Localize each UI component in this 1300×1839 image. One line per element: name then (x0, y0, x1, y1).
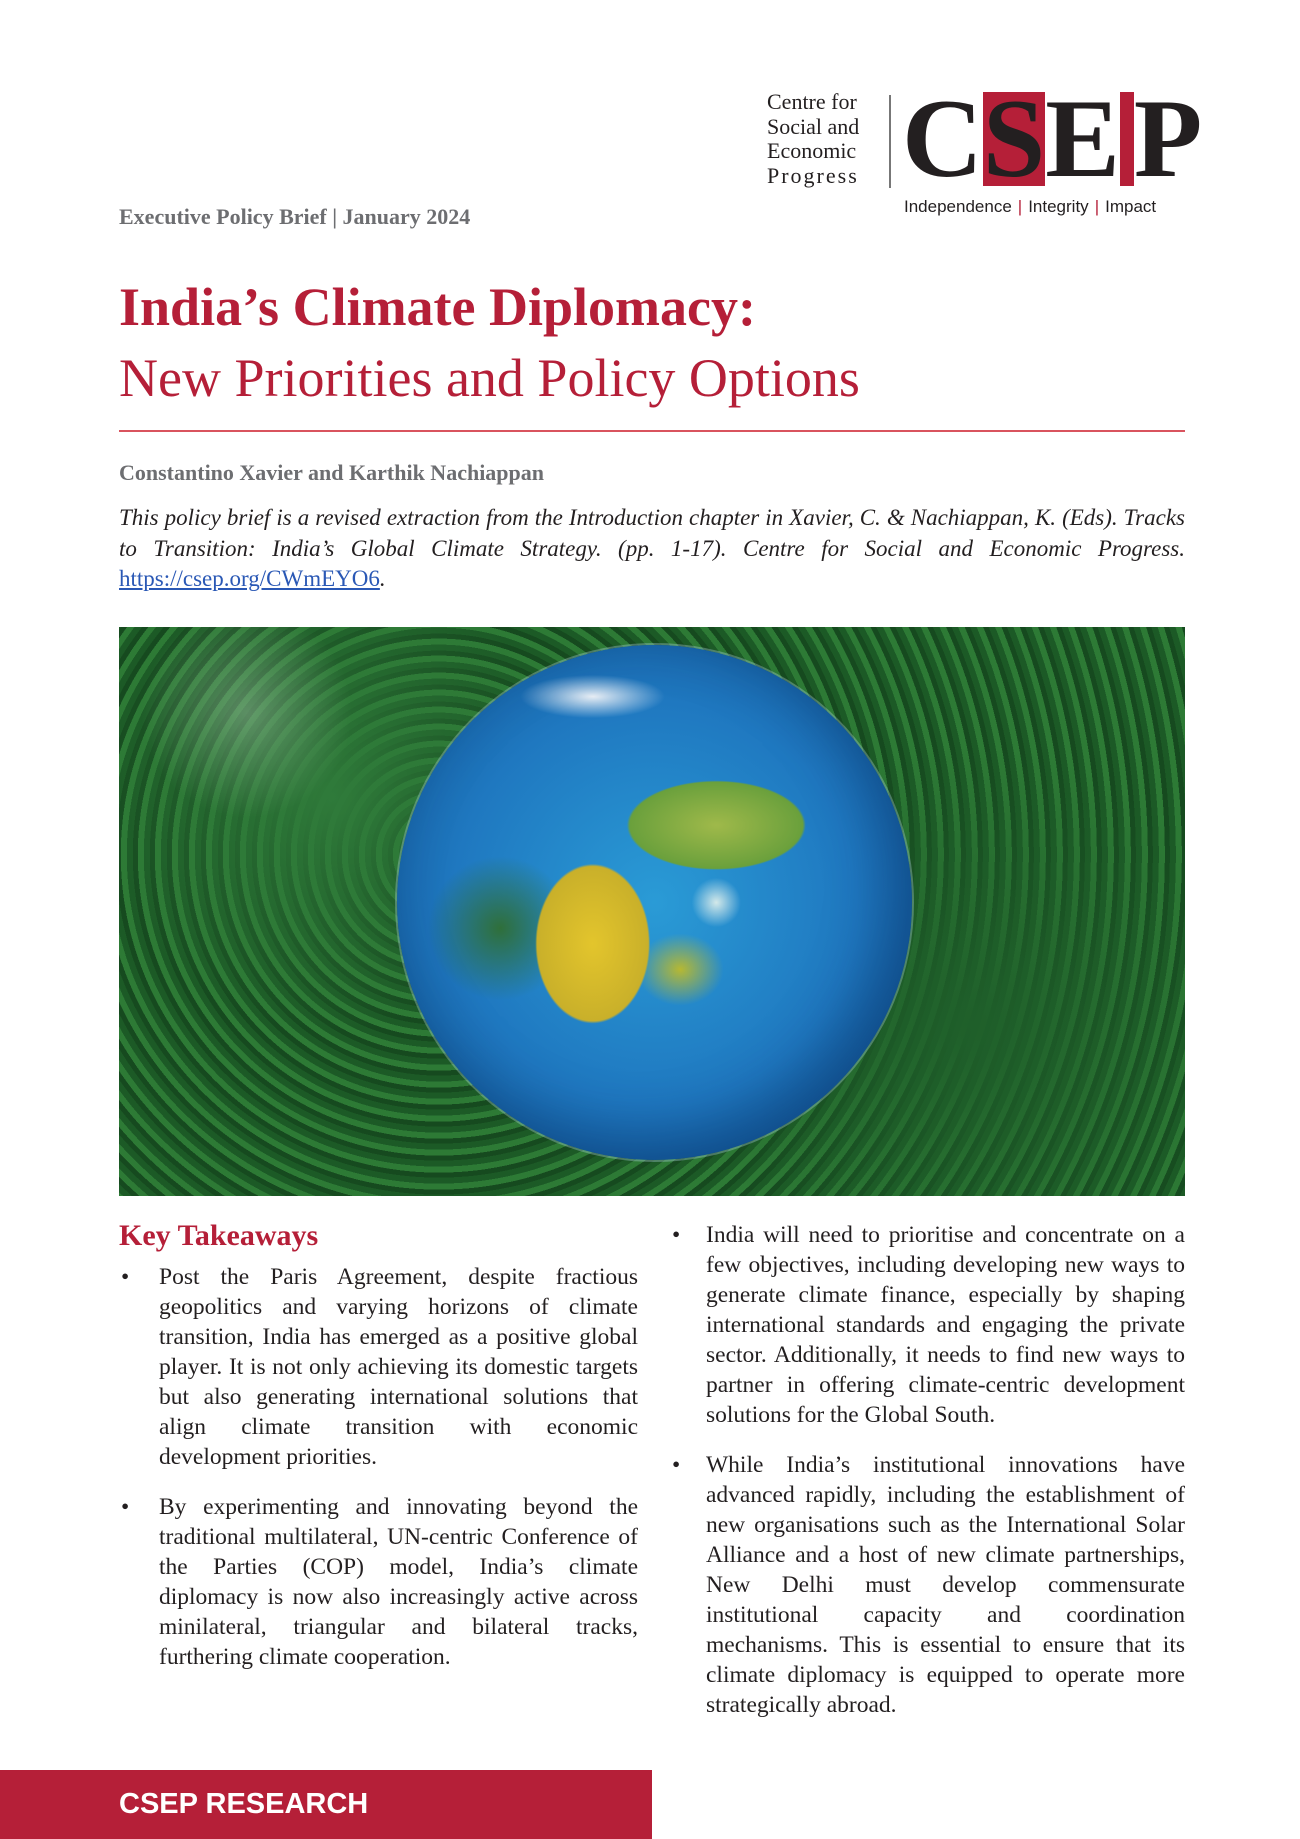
takeaways-right-column (670, 1220, 1185, 1740)
list-item (119, 1262, 638, 1472)
globe-illustration (397, 645, 912, 1160)
takeaways-left-column (119, 1262, 638, 1692)
title-divider (119, 430, 1185, 432)
list-item (670, 1450, 1185, 1720)
logo-line: Centre for (767, 89, 857, 114)
takeaway-text: India will need to prioritise and concentrate on a few objectives, including developing new ways to generate climate finance, especially by shaping international standards and engaging the private sector. Additionally, it needs to find new ways to partner in offering climate-centric development solutions for the Global South. (706, 1222, 1185, 1428)
csep-logo-mark (902, 77, 1203, 201)
intro-period: . (379, 566, 386, 591)
tagline-word: Independence (904, 197, 1012, 216)
logo-letter: S (982, 77, 1046, 201)
logo-divider (889, 95, 891, 188)
authors: Constantino Xavier and Karthik Nachiappan (119, 460, 545, 485)
key-takeaways-heading: Key Takeaways (119, 1219, 319, 1252)
intro-note (119, 503, 1185, 595)
tagline-separator: | (1017, 197, 1023, 216)
logo-line: Progress (767, 162, 859, 188)
logo-line: Social and (767, 113, 860, 139)
source-link[interactable]: https://csep.org/CWmEYO6 (119, 566, 380, 591)
takeaway-text: Post the Paris Agreement, despite fractious geopolitics and varying horizons of climate transition, India has emerged as a positive global player. It is not only achieving its domestic targets but also generating international solutions that align climate transition with economic development priorities. (159, 1264, 638, 1470)
tagline-separator: | (1094, 197, 1100, 216)
brief-type-date: Executive Policy Brief | January 2024 (119, 204, 471, 229)
logo-letter: P (1133, 77, 1203, 201)
takeaway-text: By experimenting and innovating beyond the traditional multilateral, UN-centric Conference of the Parties (COP) model, India’s climate diplomacy is now also increasingly active across minilateral, triangular and bilateral tracks, furthering climate cooperation. (159, 1494, 638, 1670)
bullet-icon: • (672, 1452, 681, 1478)
bullet-icon: • (121, 1264, 130, 1290)
list-item (119, 1492, 638, 1672)
logo-red-block (1120, 92, 1134, 186)
logo-letter: C (902, 77, 983, 201)
bullet-icon: • (121, 1494, 130, 1520)
page-subtitle: New Priorities and Policy Options (119, 348, 860, 408)
list-item (670, 1220, 1185, 1430)
logo-org-name (767, 90, 859, 188)
tagline-word: Integrity (1028, 197, 1089, 216)
bullet-icon: • (672, 1222, 681, 1248)
footer-label: CSEP RESEARCH (119, 1788, 369, 1820)
intro-text: This policy brief is a revised extraction from the Introduction chapter in Xavier, C. & Nachiappan, K. (Eds). Tracks to Transition: India’s Global Climate Strategy. (pp. 1-17). Centre for Social and Economic Progress. (119, 505, 1185, 561)
hero-image-globe-forest (119, 627, 1185, 1196)
page-title: India’s Climate Diplomacy: (119, 277, 756, 337)
logo-letter: E (1045, 77, 1120, 201)
tagline-word: Impact (1105, 197, 1157, 216)
takeaway-text: While India’s institutional innovations have advanced rapidly, including the establishment of new organisations such as the International Solar Alliance and a host of new climate partnerships, New Delhi must develop commensurate institutional capacity and coordination mechanisms. This is essential to ensure that its climate diplomacy is equipped to operate more strategically abroad. (706, 1452, 1185, 1718)
logo-tagline (904, 197, 1156, 217)
logo-line: Economic (767, 138, 857, 163)
